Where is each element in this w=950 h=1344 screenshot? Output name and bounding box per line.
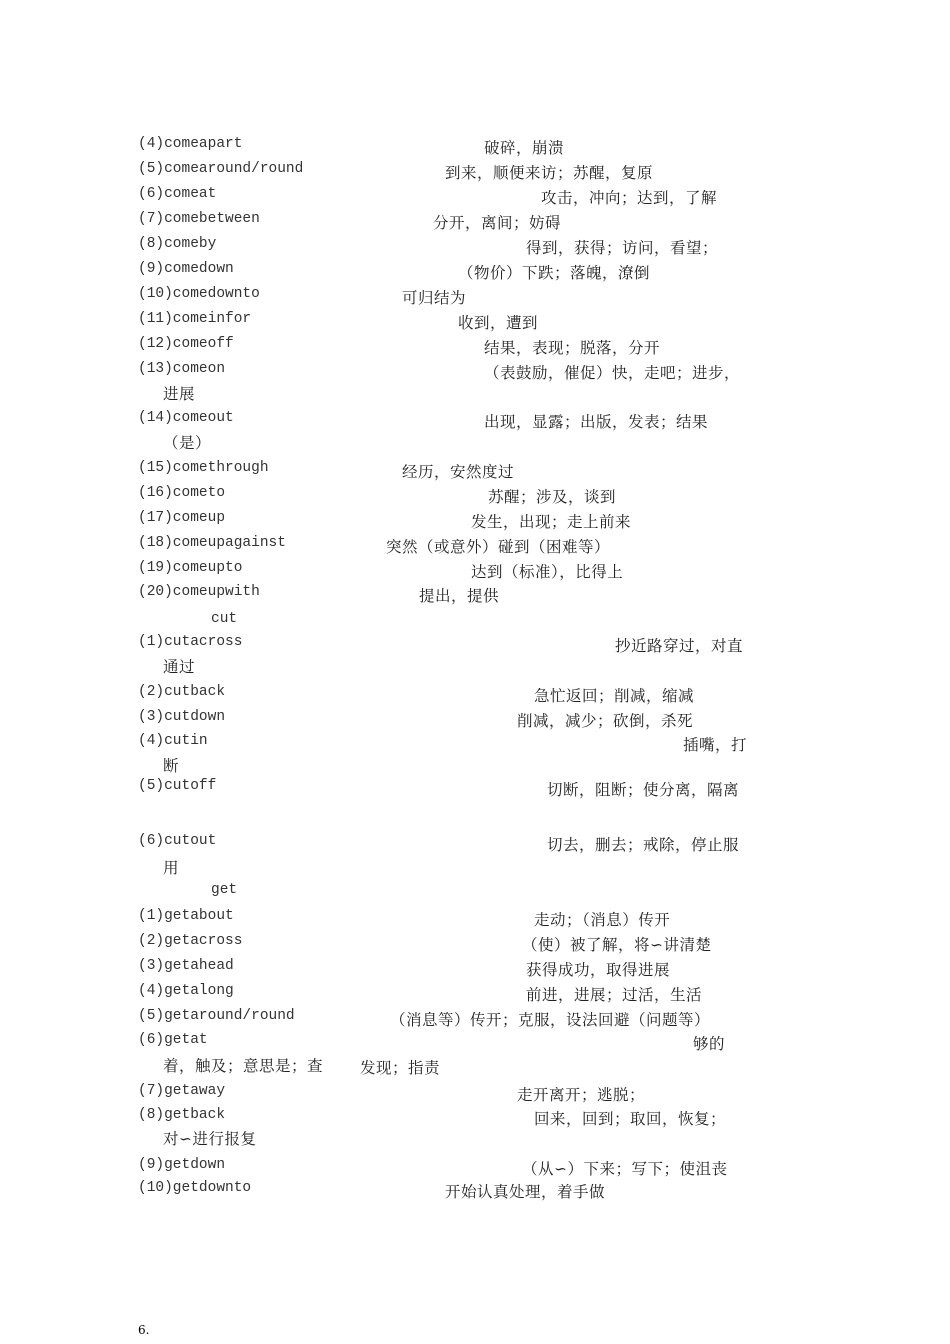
phrase-definition-continued: 对∽进行报复: [163, 1130, 257, 1148]
phrase-definition: （使）被了解，将∽讲清楚: [522, 936, 712, 954]
phrase-term: (9)comedown: [138, 261, 234, 277]
cut-item: [0, 684, 950, 708]
phrase-definition: 结果，表现；脱落，分开: [484, 339, 661, 357]
come-item: [0, 261, 950, 285]
come-item: [0, 560, 950, 584]
phrase-definition: 破碎，崩溃: [484, 139, 565, 157]
get-item: [0, 958, 950, 982]
phrase-definition: （从∽）下来；写下；使沮丧: [522, 1160, 728, 1178]
cut-item: [0, 709, 950, 733]
phrase-definition-continued: 断: [163, 757, 180, 775]
phrase-term: (19)comeupto: [138, 560, 243, 576]
phrase-term: (6)getat: [138, 1032, 208, 1048]
phrase-term: (8)comeby: [138, 236, 217, 252]
phrase-definition: 分开，离间；妨碍: [433, 214, 562, 232]
come-item: [0, 535, 950, 559]
come-item: [0, 236, 950, 260]
come-item: [0, 584, 950, 608]
phrase-definition: 达到（标准），比得上: [471, 563, 624, 581]
get-item: [0, 983, 950, 1007]
phrase-term: (14)comeout: [138, 410, 234, 426]
phrase-term: (4)getalong: [138, 983, 234, 999]
get-item: [0, 933, 950, 957]
phrase-definition-continued: 着，触及；意思是；查: [163, 1057, 324, 1075]
cut-item: [0, 634, 950, 678]
get-item: [0, 1032, 950, 1080]
phrase-definition: 提出，提供: [419, 587, 500, 605]
phrase-term: (12)comeoff: [138, 336, 234, 352]
phrase-term: (5)comearound/round: [138, 161, 304, 177]
phrase-term: (17)comeup: [138, 510, 226, 526]
come-item: [0, 510, 950, 534]
phrase-definition: 够的: [693, 1035, 726, 1053]
phrase-term: (8)getback: [138, 1107, 226, 1123]
phrase-definition: 走开离开；逃脱；: [517, 1086, 646, 1104]
come-item: [0, 336, 950, 360]
phrase-definition: 突然（或意外）碰到（困难等）: [386, 538, 611, 556]
cut-item: [0, 733, 950, 777]
get-item: [0, 908, 950, 932]
phrase-definition-continued: 进展: [163, 385, 196, 403]
phrase-definition: 发生，出现；走上前来: [471, 513, 632, 531]
phrase-term: (3)getahead: [138, 958, 234, 974]
section-heading-get: get: [211, 882, 238, 898]
phrase-term: (15)comethrough: [138, 460, 269, 476]
phrase-definition: 得到，获得；访问，看望；: [526, 239, 719, 257]
phrase-definition: 切去，删去；戒除，停止服: [547, 836, 740, 854]
cut-item: [0, 778, 950, 802]
phrase-term: (4)comeapart: [138, 136, 243, 152]
phrase-definition: 可归结为: [402, 289, 467, 307]
phrase-definition-continued: 用: [163, 859, 180, 877]
phrase-definition: （物价）下跌；落魄，潦倒: [458, 264, 651, 282]
phrase-term: (5)cutoff: [138, 778, 217, 794]
phrase-definition: 切断，阻断；使分离，隔离: [547, 781, 740, 799]
phrase-definition: 收到，遭到: [458, 314, 539, 332]
phrase-term: (7)getaway: [138, 1083, 226, 1099]
phrase-definition: （消息等）传开；克服，设法回避（问题等）: [390, 1011, 711, 1029]
phrase-term: (9)getdown: [138, 1157, 226, 1173]
phrase-definition: 抄近路穿过，对直: [615, 637, 744, 655]
get-item: [0, 1157, 950, 1181]
come-item: [0, 485, 950, 509]
get-item: [0, 1107, 950, 1151]
phrase-term: (5)getaround/round: [138, 1008, 295, 1024]
phrase-definition: 回来，回到；取回，恢复；: [534, 1110, 727, 1128]
phrase-term: (6)cutout: [138, 833, 217, 849]
section-heading-cut: cut: [211, 611, 238, 627]
phrase-definition: 攻击，冲向；达到，了解: [541, 189, 718, 207]
phrase-definition-continued: （是）: [163, 434, 212, 452]
come-item: [0, 161, 950, 185]
phrase-term: (10)comedownto: [138, 286, 260, 302]
phrase-definition: 前进，进展；过活，生活: [526, 986, 703, 1004]
phrase-definition: 到来，顺便来访；苏醒，复原: [445, 164, 654, 182]
phrase-definition: 出现，显露；出版，发表；结果: [484, 413, 709, 431]
phrase-term: (20)comeupwith: [138, 584, 260, 600]
get-item: [0, 1083, 950, 1107]
come-item: [0, 136, 950, 160]
come-item: [0, 311, 950, 335]
phrase-term: (2)cutback: [138, 684, 226, 700]
phrase-term: (11)comeinfor: [138, 311, 252, 327]
phrase-term: (1)cutacross: [138, 634, 243, 650]
come-item: [0, 186, 950, 210]
phrase-term: (13)comeon: [138, 361, 226, 377]
phrase-definition: （表鼓励，催促）快，走吧；进步，: [484, 364, 741, 382]
get-item: [0, 1180, 950, 1204]
phrase-term: (18)comeupagainst: [138, 535, 286, 551]
phrase-definition: 获得成功，取得进展: [526, 961, 671, 979]
phrase-term: (3)cutdown: [138, 709, 226, 725]
phrase-term: (1)getabout: [138, 908, 234, 924]
phrase-definition: 插嘴，打: [683, 736, 748, 754]
page-number: 6.: [138, 1323, 150, 1337]
come-item: [0, 460, 950, 484]
come-item: [0, 211, 950, 235]
phrase-definition: 削减，减少；砍倒，杀死: [517, 712, 694, 730]
phrase-definition-continued: 发现；指责: [360, 1059, 441, 1077]
phrase-definition-continued: 通过: [163, 658, 196, 676]
come-item: [0, 361, 950, 405]
phrase-term: (2)getacross: [138, 933, 243, 949]
phrase-definition: 开始认真处理，着手做: [445, 1183, 606, 1201]
phrase-term: (10)getdownto: [138, 1180, 252, 1196]
phrase-definition: 走动；（消息）传开: [534, 911, 671, 929]
phrase-term: (4)cutin: [138, 733, 208, 749]
phrase-term: (7)comebetween: [138, 211, 260, 227]
phrase-definition: 经历，安然度过: [402, 463, 515, 481]
phrase-term: (16)cometo: [138, 485, 226, 501]
cut-item: [0, 833, 950, 877]
get-item: [0, 1008, 950, 1032]
phrase-term: (6)comeat: [138, 186, 217, 202]
come-item: [0, 410, 950, 454]
phrase-definition: 急忙返回；削减，缩减: [534, 687, 695, 705]
come-item: [0, 286, 950, 310]
phrase-definition: 苏醒；涉及，谈到: [488, 488, 617, 506]
